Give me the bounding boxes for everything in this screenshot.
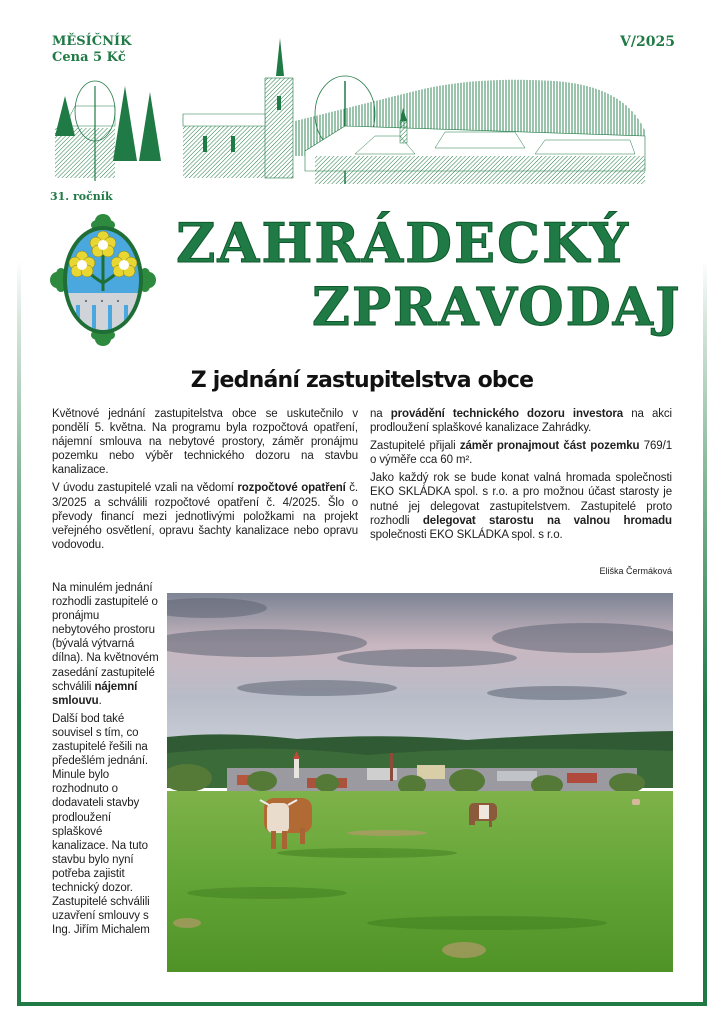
coat-of-arms-emblem — [50, 213, 156, 347]
conifer-tree — [113, 86, 137, 161]
paragraph — [370, 439, 672, 467]
masthead-frequency — [52, 34, 131, 66]
bold-text: nájemní smlouvu — [52, 680, 138, 707]
bold-text: záměr pronajmout část pozemku — [459, 440, 640, 453]
article-headline: Z jednání zastupitelstva obce — [190, 368, 534, 393]
text-run: na — [370, 408, 391, 420]
article-column-narrow — [52, 581, 160, 941]
conifer-tree — [139, 92, 161, 161]
paragraph — [370, 471, 672, 541]
church-nave — [183, 126, 265, 178]
text-run: na akci prodloužení splaškové kanalizace Zahrádky. — [370, 408, 672, 435]
cow-icon — [632, 799, 640, 805]
issue-number: V/2025 — [620, 34, 675, 50]
article-author: Eliška Čermáková — [599, 566, 672, 576]
church-tower — [265, 78, 293, 178]
article-column-right — [370, 407, 672, 546]
volume-label: 31. ročník — [50, 190, 113, 203]
pasture-photo — [167, 593, 673, 972]
page-frame-bottom — [17, 1002, 707, 1006]
pasture-grass — [167, 791, 673, 972]
paragraph — [370, 407, 672, 435]
paragraph — [52, 481, 358, 551]
text-run: Na minulém jednání rozhodli zastupitelé o pronájmu nebytového prostoru (bývalá výtvarná dílna). Na květnovém zasedání zastupitelé schválili — [52, 582, 159, 693]
paragraph: Další bod také souvisel s tím, co zastupitelé řešili na předešlém jednání. Minule bylo rozhodnuto o dodavateli stavby prodloužení splaškové kanalizace. Na tuto stavbu bylo nyní potřeba zajistit technický dozor. Zastupitelé schválili uzavření smlouvy s Ing. Jiřím Michalem — [52, 712, 150, 937]
newsletter-title-line1: ZAHRÁDECKÝ — [176, 211, 631, 275]
church-roof — [183, 114, 265, 126]
article-column-left — [52, 407, 358, 556]
paragraph: Květnové jednání zastupitelstva obce se uskutečnilo v pondělí 5. května. Na programu byla rozpočtová opatření, nájemní smlouva na nebytové prostory, záměr pronájmu pozemku nebo výběr technického dozoru na stavbu kanalizace. — [52, 408, 358, 477]
church-spire — [276, 38, 284, 76]
paragraph — [52, 581, 160, 708]
price-label: Cena 5 Kč — [52, 50, 126, 65]
village-illustration — [55, 36, 670, 186]
text-run: V úvodu zastupitelé vzali na vědomí — [52, 482, 238, 495]
text-run: č. 3/2025 a schválili rozpočtové opatření č. 4/2025. Šlo o převody financí mezi jednotlivými položkami na projekt veřejného osvětlení, opravu šachty kanalizace nebo opravu vodovodu. — [52, 482, 358, 551]
text-run: Jako každý rok se bude konat valná hromada společnosti EKO SKLÁDKA spol. s r.o. a pro možnou účast starosty je nutné jej delegovat zastupitelstvem. Zastupitelé proto rozhodli — [370, 472, 672, 527]
newsletter-title-line2: ZPRAVODAJ — [312, 277, 682, 338]
text-run: . — [98, 694, 102, 707]
bold-text: delegovat starostu na valnou hromadu — [422, 514, 672, 527]
text-run: Zastupitelé přijali — [370, 440, 460, 453]
bold-text: provádění technického dozoru investora — [390, 408, 624, 420]
text-run: 769/1 o výměře cca 60 m². — [370, 440, 672, 467]
bold-text: rozpočtové opatření — [237, 482, 346, 495]
frequency-label: MĚSÍČNÍK — [52, 34, 132, 49]
text-run: společnosti EKO SKLÁDKA spol. s r.o. — [370, 528, 563, 541]
